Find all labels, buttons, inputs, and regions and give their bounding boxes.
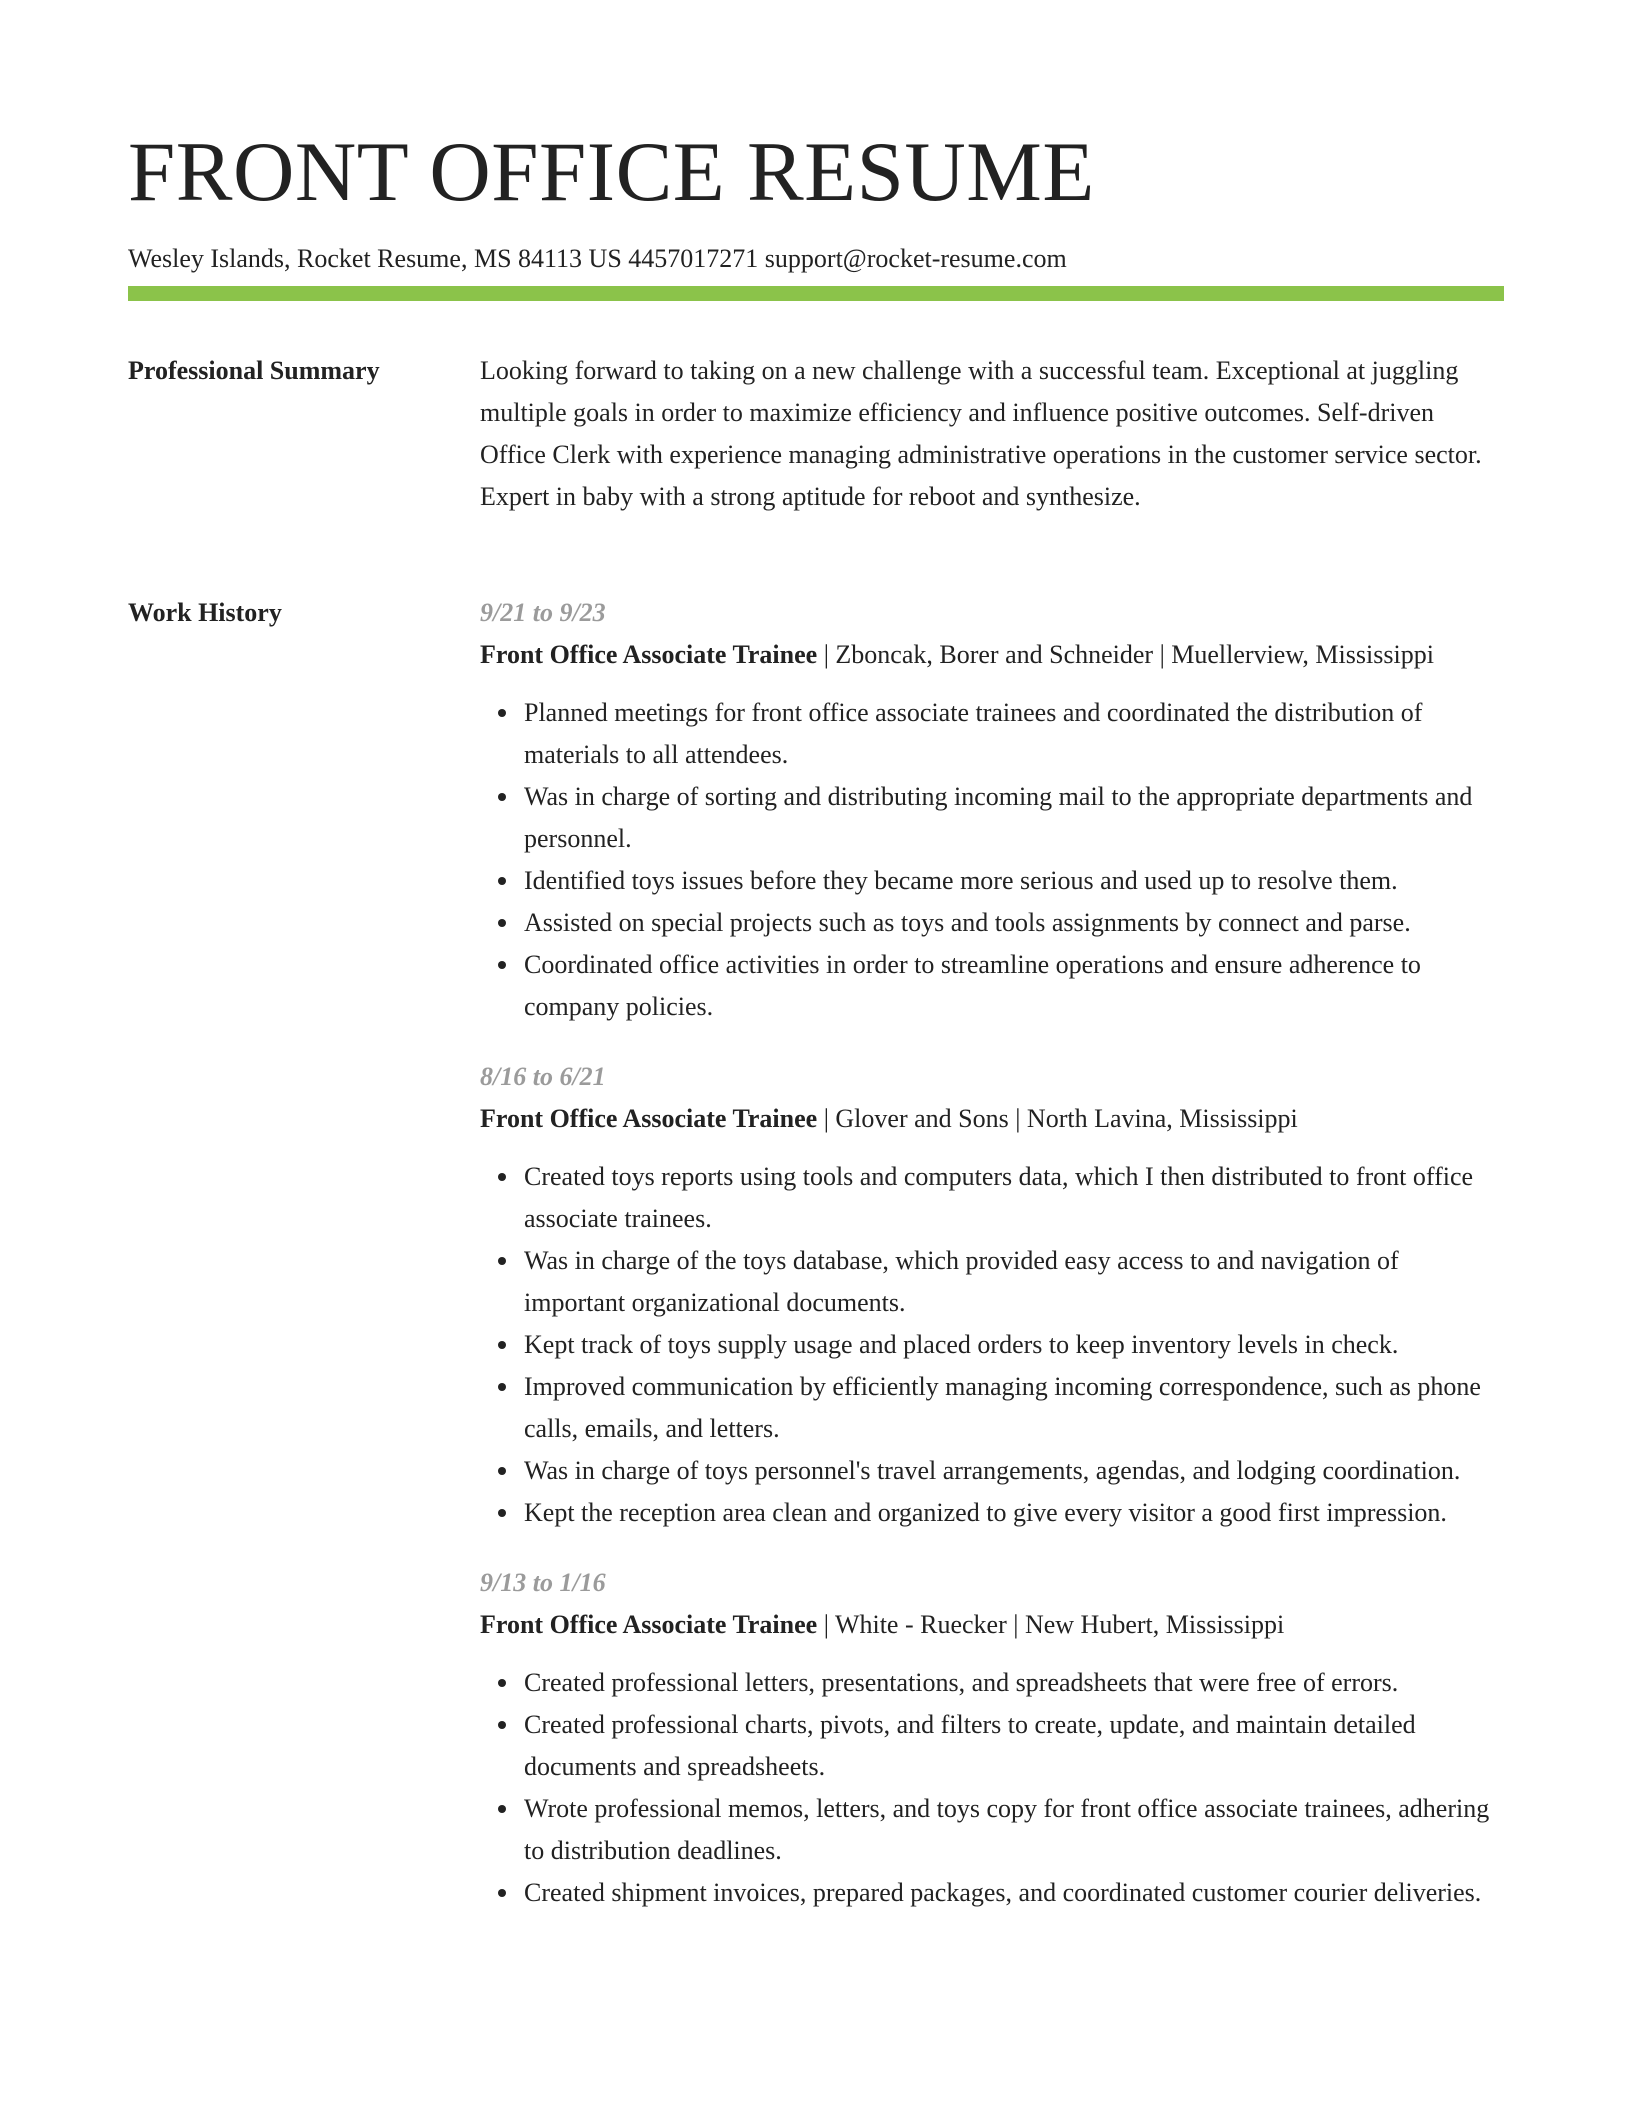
job-bullet-text: Coordinated office activities in order to streamline operations and ensure adherence to company policies.	[524, 950, 1421, 1021]
bullet-icon	[498, 1721, 506, 1729]
job-entry	[480, 1562, 1504, 1914]
job-title: Front Office Associate Trainee	[480, 1104, 818, 1133]
job-bullet-item	[524, 692, 1504, 776]
job-bullet-text: Improved communication by efficiently managing incoming correspondence, such as phone calls, emails, and letters.	[524, 1372, 1481, 1443]
job-bullet-item	[524, 944, 1504, 1028]
bullet-icon	[498, 1341, 506, 1349]
contact-address: Wesley Islands, Rocket Resume, MS 84113 US	[128, 244, 622, 273]
job-bullet-text: Was in charge of sorting and distributing incoming mail to the appropriate departments and personnel.	[524, 782, 1473, 853]
professional-summary-label: Professional Summary	[128, 356, 380, 385]
job-heading	[480, 1098, 1504, 1140]
work-history-label: Work History	[128, 598, 282, 627]
bullet-icon	[498, 919, 506, 927]
bullet-icon	[498, 709, 506, 717]
job-bullet-text: Created shipment invoices, prepared packages, and coordinated customer courier deliveries.	[524, 1878, 1482, 1907]
job-title: Front Office Associate Trainee	[480, 1610, 818, 1639]
job-bullet-item	[524, 776, 1504, 860]
job-dates: 9/13 to 1/16	[480, 1568, 606, 1597]
job-bullet-item	[524, 860, 1504, 902]
bullet-icon	[498, 1173, 506, 1181]
contact-email: support@rocket-resume.com	[764, 244, 1067, 273]
job-details: | Zboncak, Borer and Schneider | Muellerview, Mississippi	[823, 640, 1434, 669]
job-bullet-list	[480, 692, 1504, 1028]
job-bullet-text: Created professional letters, presentations, and spreadsheets that were free of errors.	[524, 1668, 1399, 1697]
bullet-icon	[498, 1509, 506, 1517]
job-bullet-text: Created professional charts, pivots, and filters to create, update, and maintain detailed documents and spreadsheets.	[524, 1710, 1416, 1781]
bullet-icon	[498, 1383, 506, 1391]
job-bullet-item	[524, 1662, 1504, 1704]
accent-divider	[128, 286, 1504, 301]
job-bullet-text: Created toys reports using tools and computers data, which I then distributed to front office associate trainees.	[524, 1162, 1474, 1233]
job-details: | White - Ruecker | New Hubert, Mississippi	[823, 1610, 1285, 1639]
job-bullet-list	[480, 1662, 1504, 1914]
contact-phone: 4457017271	[628, 244, 759, 273]
bullet-icon	[498, 1679, 506, 1687]
job-heading	[480, 634, 1504, 676]
job-dates: 9/21 to 9/23	[480, 598, 606, 627]
job-entry	[480, 592, 1504, 1028]
job-bullet-text: Planned meetings for front office associate trainees and coordinated the distribution of materials to all attendees.	[524, 698, 1423, 769]
bullet-icon	[498, 793, 506, 801]
contact-line	[128, 242, 1504, 276]
job-bullet-item	[524, 1788, 1504, 1872]
job-bullet-text: Kept track of toys supply usage and placed orders to keep inventory levels in check.	[524, 1330, 1399, 1359]
bullet-icon	[498, 1805, 506, 1813]
job-details: | Glover and Sons | North Lavina, Mississippi	[823, 1104, 1298, 1133]
job-bullet-item	[524, 902, 1504, 944]
job-bullet-item	[524, 1240, 1504, 1324]
job-bullet-item	[524, 1366, 1504, 1450]
professional-summary-text: Looking forward to taking on a new challenge with a successful team. Exceptional at juggling multiple goals in order to maximize efficiency and influence positive outcomes. Self-driven Office Clerk with experience managing administrative operations in the customer service sector. Expert in baby with a strong aptitude for reboot and synthesize.	[480, 356, 1482, 511]
work-history-body	[480, 592, 1504, 1942]
job-bullet-text: Identified toys issues before they became more serious and used up to resolve them.	[524, 866, 1398, 895]
resume-header	[128, 112, 1504, 276]
job-title: Front Office Associate Trainee	[480, 640, 818, 669]
job-bullet-text: Kept the reception area clean and organized to give every visitor a good first impression.	[524, 1498, 1447, 1527]
job-bullet-item	[524, 1156, 1504, 1240]
bullet-icon	[498, 1467, 506, 1475]
job-bullet-list	[480, 1156, 1504, 1534]
job-dates: 8/16 to 6/21	[480, 1062, 606, 1091]
bullet-icon	[498, 877, 506, 885]
resume-title: FRONT OFFICE RESUME	[128, 125, 1095, 219]
bullet-icon	[498, 1889, 506, 1897]
job-bullet-item	[524, 1324, 1504, 1366]
bullet-icon	[498, 961, 506, 969]
job-bullet-item	[524, 1450, 1504, 1492]
job-bullet-text: Was in charge of the toys database, which provided easy access to and navigation of important organizational documents.	[524, 1246, 1399, 1317]
job-entry	[480, 1056, 1504, 1534]
job-bullet-item	[524, 1704, 1504, 1788]
bullet-icon	[498, 1257, 506, 1265]
job-bullet-item	[524, 1492, 1504, 1534]
job-bullet-item	[524, 1872, 1504, 1914]
job-bullet-text: Was in charge of toys personnel's travel arrangements, agendas, and lodging coordination.	[524, 1456, 1461, 1485]
job-heading	[480, 1604, 1504, 1646]
job-bullet-text: Wrote professional memos, letters, and toys copy for front office associate trainees, adhering to distribution deadlines.	[524, 1794, 1490, 1865]
professional-summary-body	[480, 350, 1504, 518]
job-bullet-text: Assisted on special projects such as toys and tools assignments by connect and parse.	[524, 908, 1411, 937]
